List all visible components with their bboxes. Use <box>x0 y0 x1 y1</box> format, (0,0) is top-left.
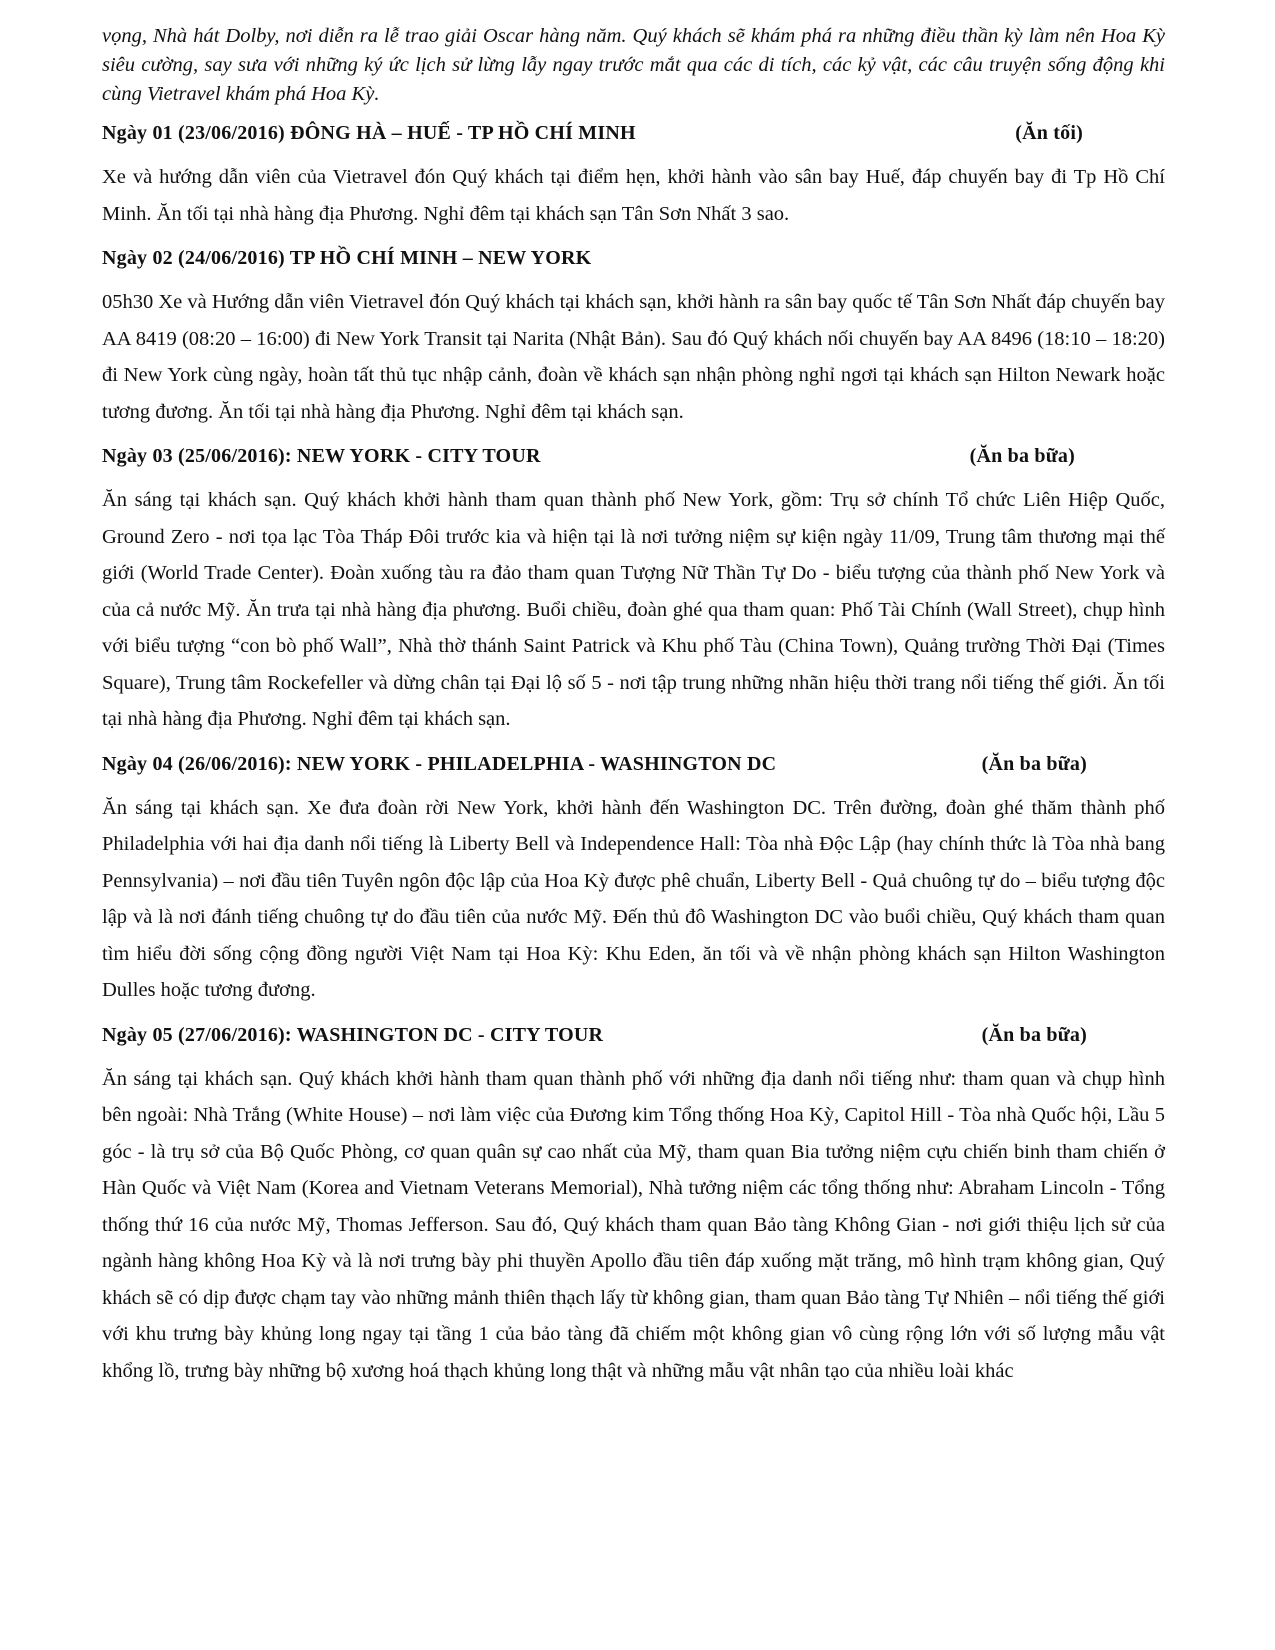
day-01-heading <box>102 119 1165 147</box>
day-04-heading <box>102 750 1165 778</box>
day-01-body: Xe và hướng dẫn viên của Vietravel đón Quý khách tại điểm hẹn, khởi hành vào sân bay Huế, đáp chuyến bay đi Tp Hồ Chí Minh. Ăn tối tại nhà hàng địa Phương. Nghỉ đêm tại khách sạn Tân Sơn Nhất 3 sao. <box>102 166 1165 225</box>
day-04-body: Ăn sáng tại khách sạn. Xe đưa đoàn rời New York, khởi hành đến Washington DC. Trên đường, đoàn ghé thăm thành phố Philadelphia với hai địa danh nổi tiếng là Liberty Bell và Independence Hall: Tòa nhà Độc Lập (hay chính thức là Tòa nhà bang Pennsylvania) – nơi đầu tiên Tuyên ngôn độc lập của Hoa Kỳ được phê chuẩn, Liberty Bell - Quả chuông tự do – biểu tượng độc lập và là nơi đánh tiếng chuông tự do đầu tiên của nước Mỹ. Đến thủ đô Washington DC vào buổi chiều, Quý khách tham quan tìm hiểu đời sống cộng đồng người Việt Nam tại Hoa Kỳ: Khu Eden, ăn tối và về nhận phòng khách sạn Hilton Washington Dulles hoặc tương đương. <box>102 796 1165 1001</box>
day-03-body: Ăn sáng tại khách sạn. Quý khách khởi hành tham quan thành phố New York, gồm: Trụ sở chính Tổ chức Liên Hiệp Quốc, Ground Zero - nơi tọa lạc Tòa Tháp Đôi trước kia và hiện tại là nơi tưởng niệm sự kiện ngày 11/09, Trung tâm thương mại thế giới (World Trade Center). Đoàn xuống tàu ra đảo tham quan Tượng Nữ Thần Tự Do - biểu tượng của thành phố New York và của cả nước Mỹ. Ăn trưa tại nhà hàng địa phương. Buổi chiều, đoàn ghé qua tham quan: Phố Tài Chính (Wall Street), chụp hình với biểu tượng “con bò phố Wall”, Nhà thờ thánh Saint Patrick và Khu phố Tàu (China Town), Quảng trường Thời Đại (Times Square), Trung tâm Rockefeller và dừng chân tại Đại lộ số 5 - nơi tập trung những nhãn hiệu thời trang nổi tiếng thế giới. Ăn tối tại nhà hàng địa Phương. Nghỉ đêm tại khách sạn. <box>102 489 1165 730</box>
day-03-heading <box>102 442 1165 470</box>
day-01-title: Ngày 01 (23/06/2016) ĐÔNG HÀ – HUẾ - TP HỒ CHÍ MINH <box>102 122 636 144</box>
day-05-body: Ăn sáng tại khách sạn. Quý khách khởi hành tham quan thành phố với những địa danh nổi tiếng như: tham quan và chụp hình bên ngoài: Nhà Trắng (White House) – nơi làm việc của Đương kim Tổng thống Hoa Kỳ, Capitol Hill - Tòa nhà Quốc hội, Lầu 5 góc - là trụ sở của Bộ Quốc Phòng, cơ quan quân sự cao nhất của Mỹ, tham quan Bia tưởng niệm cựu chiến binh tham chiến ở Hàn Quốc và Việt Nam (Korea and Vietnam Veterans Memorial), Nhà tưởng niệm các tổng thống như: Abraham Lincoln - Tổng thống thứ 16 của nước Mỹ, Thomas Jefferson. Sau đó, Quý khách tham quan Bảo tàng Không Gian - nơi giới thiệu lịch sử của ngành hàng không Hoa Kỳ và là nơi trưng bày phi thuyền Apollo đầu tiên đáp xuống mặt trăng, mô hình trạm không gian, Quý khách sẽ có dịp được chạm tay vào những mảnh thiên thạch lấy từ không gian, tham quan Bảo tàng Tự Nhiên – nổi tiếng thế giới với khu trưng bày khủng long ngay tại tầng 1 của bảo tàng đã chiếm một không gian vô cùng rộng lớn với số lượng mẫu vật khổng lồ, trưng bày những bộ xương hoá thạch khủng long thật và những mẫu vật nhân tạo của nhiều loài khác <box>102 1067 1165 1382</box>
day-02-title: Ngày 02 (24/06/2016) TP HỒ CHÍ MINH – NEW YORK <box>102 247 592 269</box>
day-05-heading <box>102 1021 1165 1049</box>
day-02-meals <box>1085 244 1165 272</box>
day-04-meals: (Ăn ba bữa) <box>981 752 1087 775</box>
day-03-title: Ngày 03 (25/06/2016): NEW YORK - CITY TOUR <box>102 445 541 467</box>
day-01-meals: (Ăn tối) <box>1015 122 1083 144</box>
day-05-title: Ngày 05 (27/06/2016): WASHINGTON DC - CITY TOUR <box>102 1023 604 1046</box>
intro-paragraph: vọng, Nhà hát Dolby, nơi diễn ra lễ trao giải Oscar hàng năm. Quý khách sẽ khám phá ra những điều thần kỳ làm nên Hoa Kỳ siêu cường, say sưa với những ký ức lịch sử lừng lẫy ngay trước mắt qua các di tích, các kỷ vật, các câu truyện sống động khi cùng Vietravel khám phá Hoa Kỳ. <box>102 25 1165 105</box>
day-03-meals: (Ăn ba bữa) <box>969 445 1075 467</box>
day-02-body: 05h30 Xe và Hướng dẫn viên Vietravel đón Quý khách tại khách sạn, khởi hành ra sân bay quốc tế Tân Sơn Nhất đáp chuyến bay AA 8419 (08:20 – 16:00) đi New York Transit tại Narita (Nhật Bản). Sau đó Quý khách nối chuyến bay AA 8496 (18:10 – 18:20) đi New York cùng ngày, hoàn tất thủ tục nhập cảnh, đoàn về khách sạn nhận phòng nghỉ ngơi tại khách sạn Hilton Newark hoặc tương đương. Ăn tối tại nhà hàng địa Phương. Nghỉ đêm tại khách sạn. <box>102 291 1165 423</box>
day-05-meals: (Ăn ba bữa) <box>981 1023 1087 1046</box>
document-page <box>102 22 1165 1389</box>
day-04-title: Ngày 04 (26/06/2016): NEW YORK - PHILADELPHIA - WASHINGTON DC <box>102 752 777 775</box>
day-02-heading <box>102 244 1165 272</box>
